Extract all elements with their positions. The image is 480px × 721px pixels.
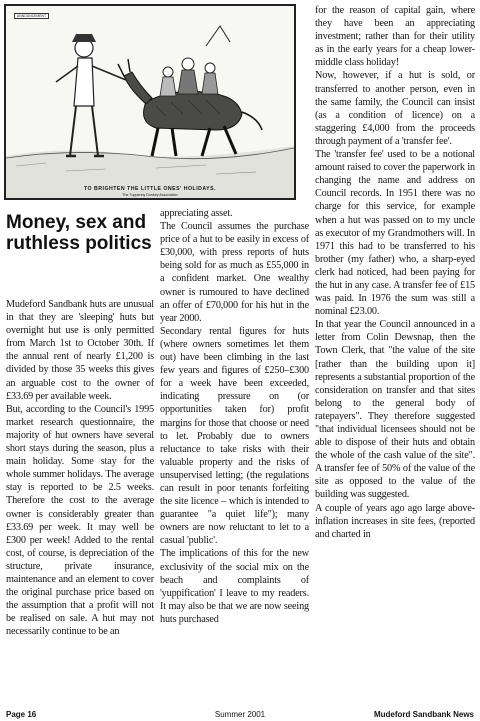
paragraph: The implications of this for the new exclusivity of the social mix on the beach and complaints of 'yuppification' I leave to my readers. It may also be that we are now seeing huts purchased [160,548,309,625]
cartoon-drawing [6,6,294,198]
cartoon-caption: TO BRIGHTEN THE LITTLE ONES' HOLIDAYS. [83,186,217,192]
issue-date: Summer 2001 [214,710,266,719]
paragraph: The 'transfer fee' used to be a notional amount raised to cover the paperwork in changing the name and address on Council records. In 1951 there was no charge for this service, for example when a hut was passed on to my uncle as executor of my Grandmothers will. In 1971 this had to be transferred to his brother (my father) who, a sharp-eyed clerk had noticed, had been paying for the hut in any case. A transfer fee of £15 was paid. In 1976 the sum was still a nominal £23.00. [315,149,475,318]
paragraph: for the reason of capital gain, where they have been an appreciating investment; rather than for their utility as in the early years for a cheap lower-middle class holiday! [315,5,475,69]
paragraph: In that year the Council announced in a letter from Colin Dewsnap, then the Town Clerk, that "the value of the site [rather than the building upon it] represents a substantial proportion of the consideration on transfer and that sites belong to the general body of ratepayers". They therefore suggested "that individual licensees should not be able to dispose of their huts and obtain the whole of the cash value of the site". A transfer fee of 50% of the value of the site as opposed to the value of the building was suggested. [315,319,475,501]
paragraph: But, according to the Council's 1995 market research questionnaire, the majority of hut owners have several short stays during the season, plus a main holiday. Some stay for the whole summer holidays. The average stay is reported to be 2.5 weeks. Therefore the cost to the average owner is considerably greater than £33.69 per week. It may well be £300 per week! Added to the rental cost, of course, is depreciation of the structure, private insurance, maintenance and an element to cover the original purchase price based on the assumption that a profit will not be realised on sale. A hut may not necessarily continue to be an [6,403,154,638]
article-headline: Money, sex and ruthless politics [6,212,152,254]
paragraph: A couple of years ago ago large above-inflation increases in site fees, (reported and charted in [315,502,475,540]
publication-name: Mudeford Sandbank News [373,710,474,719]
cartoon-tag: ANNOUNCEMENT [14,13,49,19]
paragraph: Now, however, if a hut is sold, or transferred to another person, even in the same family, the Council can insist (as a condition of licence) on a staggering £4,000 from the proceeds through payment of a 'transfer fee'. [315,70,475,147]
paragraph: appreciating asset. [160,208,233,219]
article-column-3 [315,4,475,541]
paragraph: The Council assumes the purchase price of a hut to be easily in excess of £30,000, with press reports of huts being sold for as much as £55,000 in a confident market. One wealthy owner is rumoured to have declined an offer of £70,000 for his hut in the year 2000. [160,221,309,324]
paragraph: Mudeford Sandbank huts are unusual in that they are 'sleeping' huts but overnight hut use is only permitted from March 1st to October 30th. If the annual rent of nearly £1,200 is divided by those 35 weeks this gives an arguable cost to the owner of £33.69 per available week. [6,299,154,402]
paragraph: Secondary rental figures for huts (where owners sometimes let them out) have been climbing in the last few years and figures of £250–£300 for a week have been exceeded, indicating pressure on (or opportunities taken for) profit margins for those that choose or need to let. Probably due to owners reluctance to take risks with their valuable property and the risks of unsupervised letting; (the regulations can result in poor tenants forfeiting the site licence – which is intended to guarantee "a quiet life"); many owners are now reluctant to let to a casual 'public'. [160,325,309,547]
article-column-1 [6,298,154,638]
cartoon-illustration [4,4,296,200]
page-number: Page 16 [6,710,37,719]
cartoon-credit: The Tuppenny Donkey Association [122,193,178,197]
article-column-2 [160,207,309,626]
